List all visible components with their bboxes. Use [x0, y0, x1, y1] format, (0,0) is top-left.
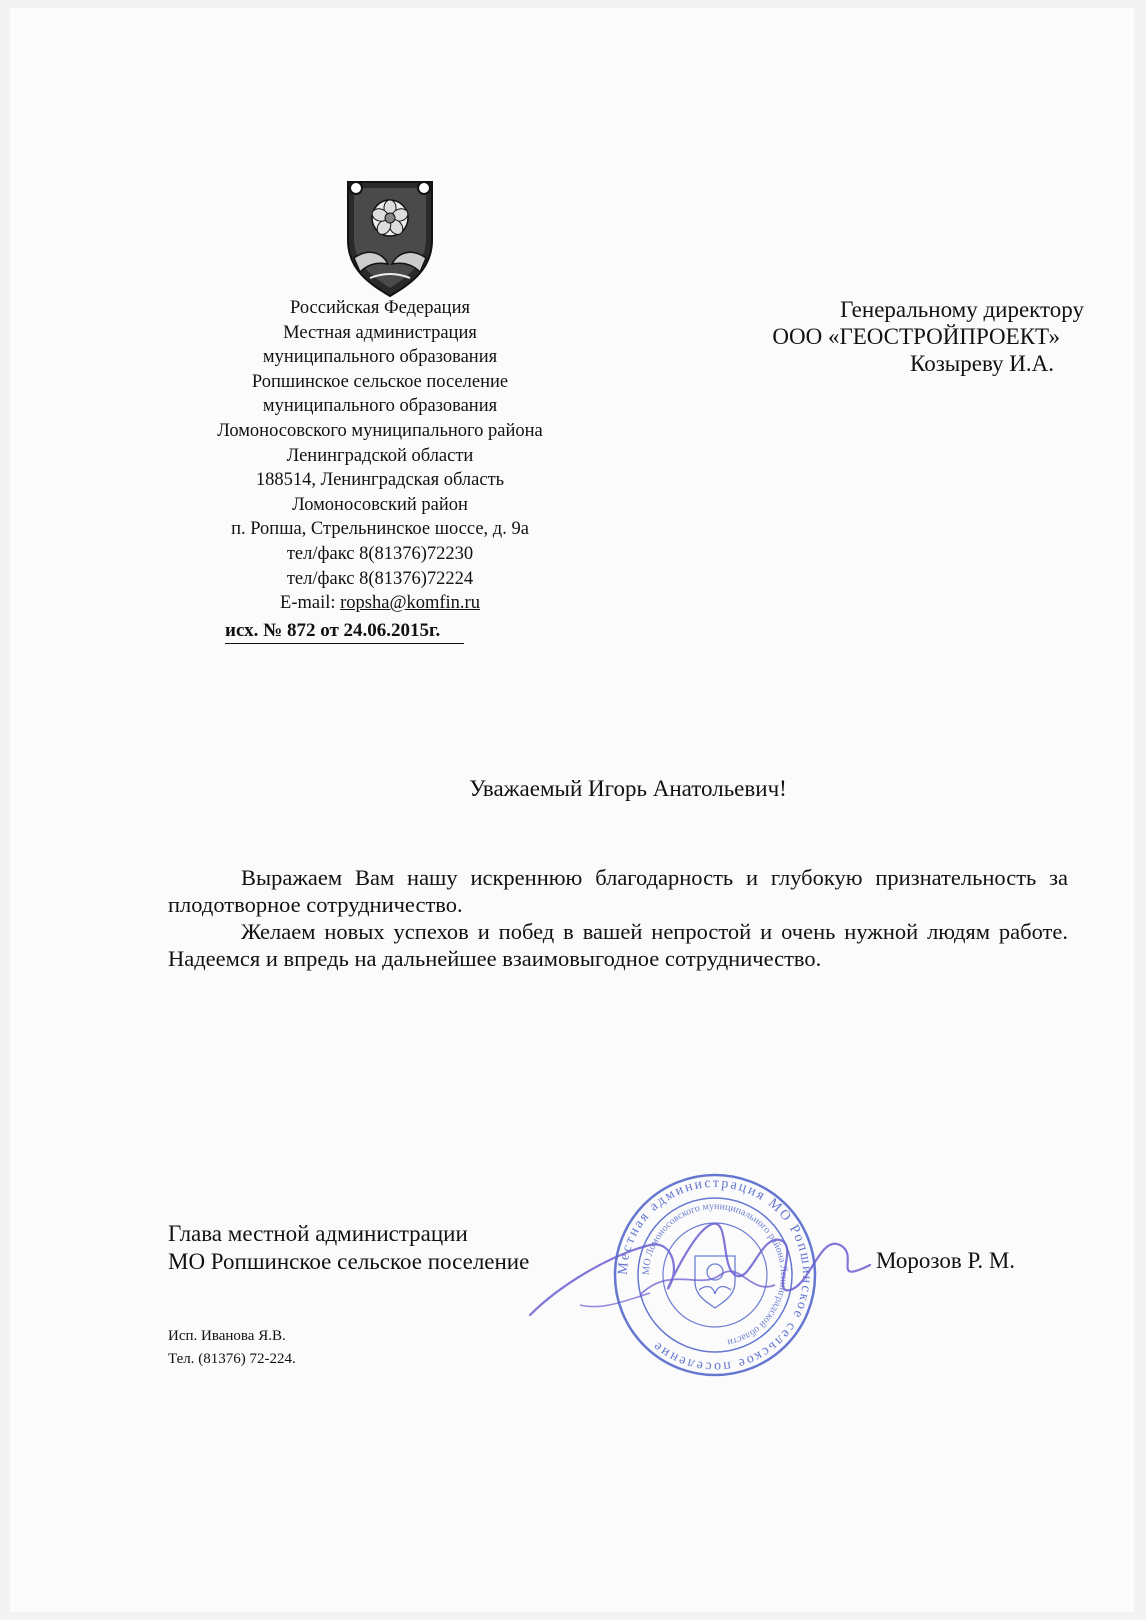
- body-paragraph: Желаем новых успехов и побед в вашей непростой и очень нужной людям работе. Надеемся и впредь на дальнейшее взаимовыгодное сотрудничество.: [168, 919, 1068, 971]
- position-line: МО Ропшинское сельское поселение: [168, 1248, 530, 1274]
- sender-line: Ленинградской области: [286, 445, 474, 466]
- sender-line: Ломоносовского муниципального района: [217, 420, 543, 441]
- coat-of-arms-icon: [340, 178, 440, 302]
- sender-line: тел/факс 8(81376)72230: [286, 543, 474, 564]
- body-paragraph: Выражаем Вам нашу искреннюю благодарность и глубокую признательность за плодотворное сотрудничество.: [168, 865, 1068, 917]
- sender-line: Российская Федерация: [289, 298, 470, 318]
- signature-position: [168, 1220, 529, 1275]
- addressee-line: ООО «ГЕОСТРОЙПРОЕКТ»: [772, 324, 1060, 349]
- addressee-block: [680, 296, 1084, 377]
- stamp-inner-text: МО Ломоносовского муниципального района Ленинградской области: [640, 1200, 790, 1348]
- executor-line: Тел. (81376) 72-224.: [168, 1351, 296, 1367]
- sender-line: 188514, Ленинградская область: [255, 470, 505, 491]
- sender-line: Ломоносовский район: [292, 494, 468, 515]
- sender-line: муниципального образования: [262, 396, 498, 417]
- sender-line: п. Ропша, Стрельнинское шоссе, д. 9а: [231, 519, 529, 540]
- executor-line: Исп. Иванова Я.В.: [168, 1328, 286, 1344]
- outgoing-number: исх. № 872 от 24.06.2015г.: [225, 620, 464, 644]
- email-label: E-mail:: [280, 593, 336, 614]
- handwritten-signature-icon: [520, 1195, 880, 1345]
- sender-line: тел/факс 8(81376)72224: [286, 568, 474, 589]
- addressee-line: Козыреву И.А.: [910, 351, 1054, 376]
- sender-block: [150, 296, 610, 616]
- letter-page: [10, 8, 1134, 1612]
- signer-name: Морозов Р. М.: [876, 1248, 1016, 1273]
- sender-email-line: [150, 591, 610, 616]
- stamp-outer-text: Местная администрация МО Ропшинское сельское поселение: [615, 1175, 815, 1375]
- email-link[interactable]: ropsha@komfin.ru: [340, 593, 480, 614]
- executor-block: [168, 1325, 296, 1371]
- sender-line: Ропшинское сельское поселение: [251, 371, 509, 392]
- salutation: Уважаемый Игорь Анатольевич!: [469, 776, 787, 801]
- addressee-line: Генеральному директору: [840, 297, 1084, 322]
- letter-body: [168, 864, 1068, 972]
- sender-line: муниципального образования: [262, 347, 498, 368]
- sender-line: Местная администрация: [283, 322, 477, 343]
- position-line: Глава местной администрации: [168, 1221, 468, 1246]
